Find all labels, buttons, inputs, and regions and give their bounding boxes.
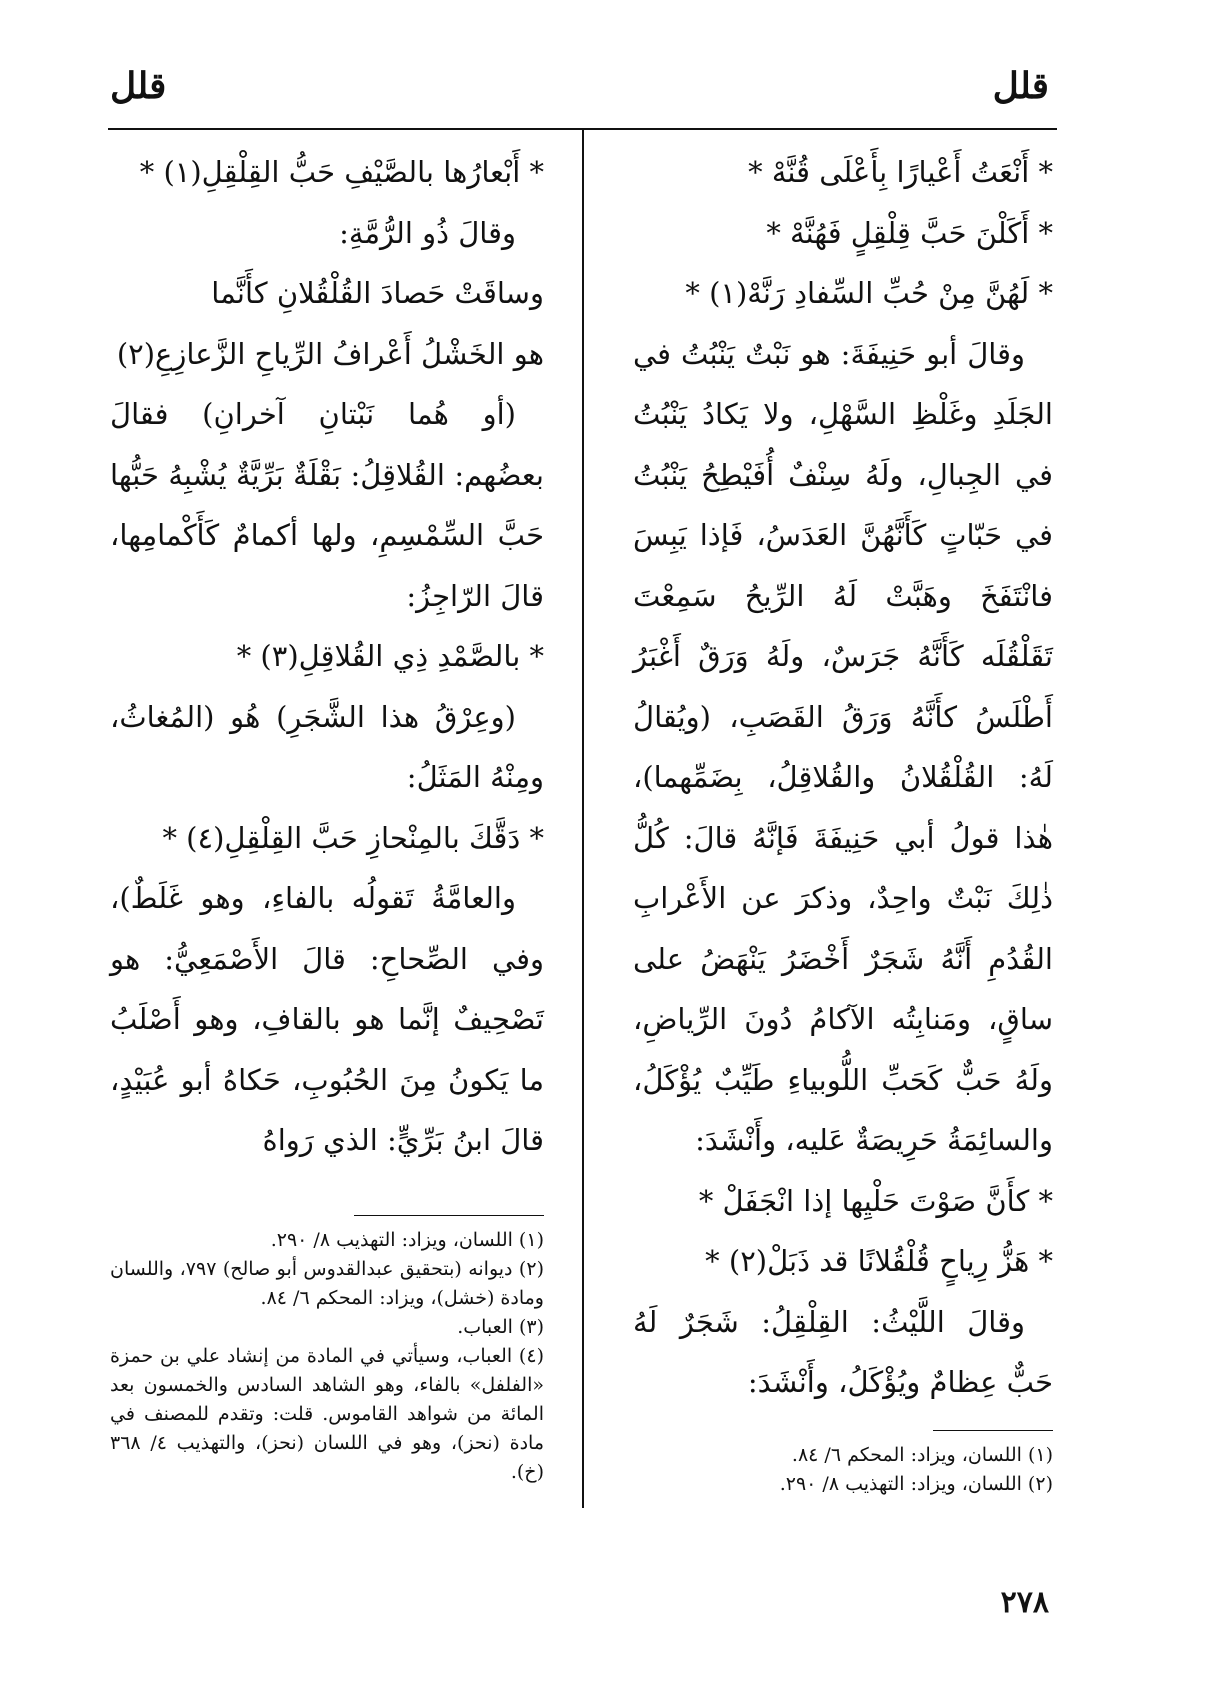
left-column [110, 142, 544, 1171]
header-word-right: قلل [992, 65, 1049, 107]
footnote: (٢) ديوانه (بتحقيق عبدالقدوس أبو صالح) ٧٩٧، واللسان ومادة (خشل)، ويزاد: المحكم ٦/ ٨٤. [110, 1258, 544, 1309]
page-number: ٢٧٨ [1000, 1585, 1049, 1620]
text-paragraph: وقالَ أبو حَنِيفَةَ: هو نَبْتٌ يَنْبُتُ في الجَلَدِ وغَلْظِ السَّهْلِ، ولا يَكادُ يَنْبُتُ في الجِبالِ، ولَهُ سِنْفٌ أُفَيْطِحُ يَنْبُتُ في حَبّاتٍ كَأَنَّهُنَّ العَدَسُ، فَإذا يَبِسَ فانْتَفَخَ وهَبَّتْ لَهُ الرِّيحُ سَمِعْتَ تَقَلْقُلَه كَأَنَّهُ جَرَسٌ، ولَهُ وَرَقٌ أَغْبَرُ أَطْلَسُ كأَنَّهُ وَرَقُ القَصَبِ، (ويُقالُ لَهُ: القُلْقُلانُ والقُلاقِلُ، بِضَمِّهما)، هٰذا قولُ أبي حَنِيفَةَ فَإنَّهُ قالَ: كُلُّ ذٰلِكَ نَبْتٌ واحِدٌ، وذكرَ عن الأَعْرابِ القُدُمِ أَنَّهُ شَجَرٌ أَخْضَرُ يَنْهَضُ على ساقٍ، ومَنابِتُه الآكامُ دُونَ الرِّياضِ، ولَهُ حَبٌّ كَحَبِّ اللُّوبياءِ طَيِّبٌ يُؤْكَلُ، والسائِمَةُ حَرِيصَةٌ عَليه، وأَنْشَدَ: [633, 336, 1053, 1157]
header-word-left: قلل [110, 65, 167, 107]
right-column [633, 142, 1053, 1413]
verse-line: * دَقَّكَ بالمِنْحازِ حَبَّ القِلْقِلِ(٤) * [162, 820, 544, 855]
text-paragraph: (أو هُما نَبْتانِ آخرانِ) فقالَ بعضُهم: القُلاقِلُ: بَقْلَةٌ بَرِّيَّةٌ يُشْبِهُ حَبُّها حَبَّ السِّمْسِمِ، ولها أكمامٌ كَأَكْمامِها، قالَ الرّاجِزُ: [110, 397, 544, 613]
verse-line: * هَزُّ رِياحٍ قُلْقُلانًا قد ذَبَلْ(٢) * [705, 1244, 1053, 1278]
verse-line: * أَبْعارُها بالصَّيْفِ حَبُّ القِلْقِلِ(١) * [139, 155, 544, 189]
text-paragraph: والعامَّةُ تَقولُه بالفاءِ، وهو غَلَطٌ)، وفي الصِّحاحِ: قالَ الأَصْمَعِيُّ: هو تَصْحِيفٌ إنَّما هو بالقافِ، وهو أَصْلَبُ ما يَكونُ مِنَ الحُبُوبِ، حَكاهُ أبو عُبَيْدٍ، قالَ ابنُ بَرِّيٍّ: الذي رَواهُ [110, 881, 544, 1157]
verse-line: هو الخَشْلُ أَعْرافُ الرِّياحِ الزَّعازِعِ(٢) [116, 336, 544, 371]
footnote-rule [933, 1430, 1053, 1431]
footnote: (٢) اللسان، ويزاد: التهذيب ٨/ ٢٩٠. [779, 1473, 1053, 1495]
right-footnotes [633, 1430, 1053, 1499]
left-footnotes [110, 1215, 544, 1487]
verse-line: وساقَتْ حَصادَ القُلْقُلانِ كأَنَّما [211, 276, 544, 310]
text-paragraph: وقالَ اللَّيْثُ: القِلْقِلُ: شَجَرٌ لَهُ حَبٌّ عِظامٌ ويُؤْكَلُ، وأَنْشَدَ: [633, 1304, 1053, 1399]
verse-line: * أَنْعَتُ أَعْيارًا بِأَعْلَى قُنَّهْ * [748, 155, 1053, 189]
verse-line: * بالصَّمْدِ ذِي القُلاقِلِ(٣) * [236, 639, 544, 673]
footnote: (١) اللسان، ويزاد: التهذيب ٨/ ٢٩٠. [270, 1229, 544, 1251]
footnote-rule [354, 1215, 544, 1216]
verse-line: * كأَنَّ صَوْتَ حَلْيِها إذا انْجَفَلْ * [698, 1183, 1053, 1218]
footnote: (٣) العباب. [457, 1316, 544, 1338]
verse-line: * لَهُنَّ مِنْ حُبِّ السِّفادِ رَنَّهْ(١) * [685, 276, 1053, 310]
footnote: (١) اللسان، ويزاد: المحكم ٦/ ٨٤. [791, 1444, 1053, 1466]
text-paragraph: (وعِرْقُ هذا الشَّجَرِ) هُو (المُغاثُ، ومِنْهُ المَثَلُ: [110, 699, 544, 794]
verse-line: * أَكَلْنَ حَبَّ قِلْقِلٍ فَهُنَّهْ * [766, 215, 1053, 250]
text-paragraph: وقالَ ذُو الرُّمَّةِ: [339, 215, 516, 250]
column-divider [582, 128, 584, 1508]
footnote: (٤) العباب، وسيأتي في المادة من إنشاد علي بن حمزة «الفلفل» بالفاء، وهو الشاهد السادس والخمسون بعد المائة من شواهد القاموس. قلت: وتقدم للمصنف في مادة (نحز)، وهو في اللسان (نحز)، والتهذيب ٤/ ٣٦٨ (خ). [110, 1345, 544, 1483]
